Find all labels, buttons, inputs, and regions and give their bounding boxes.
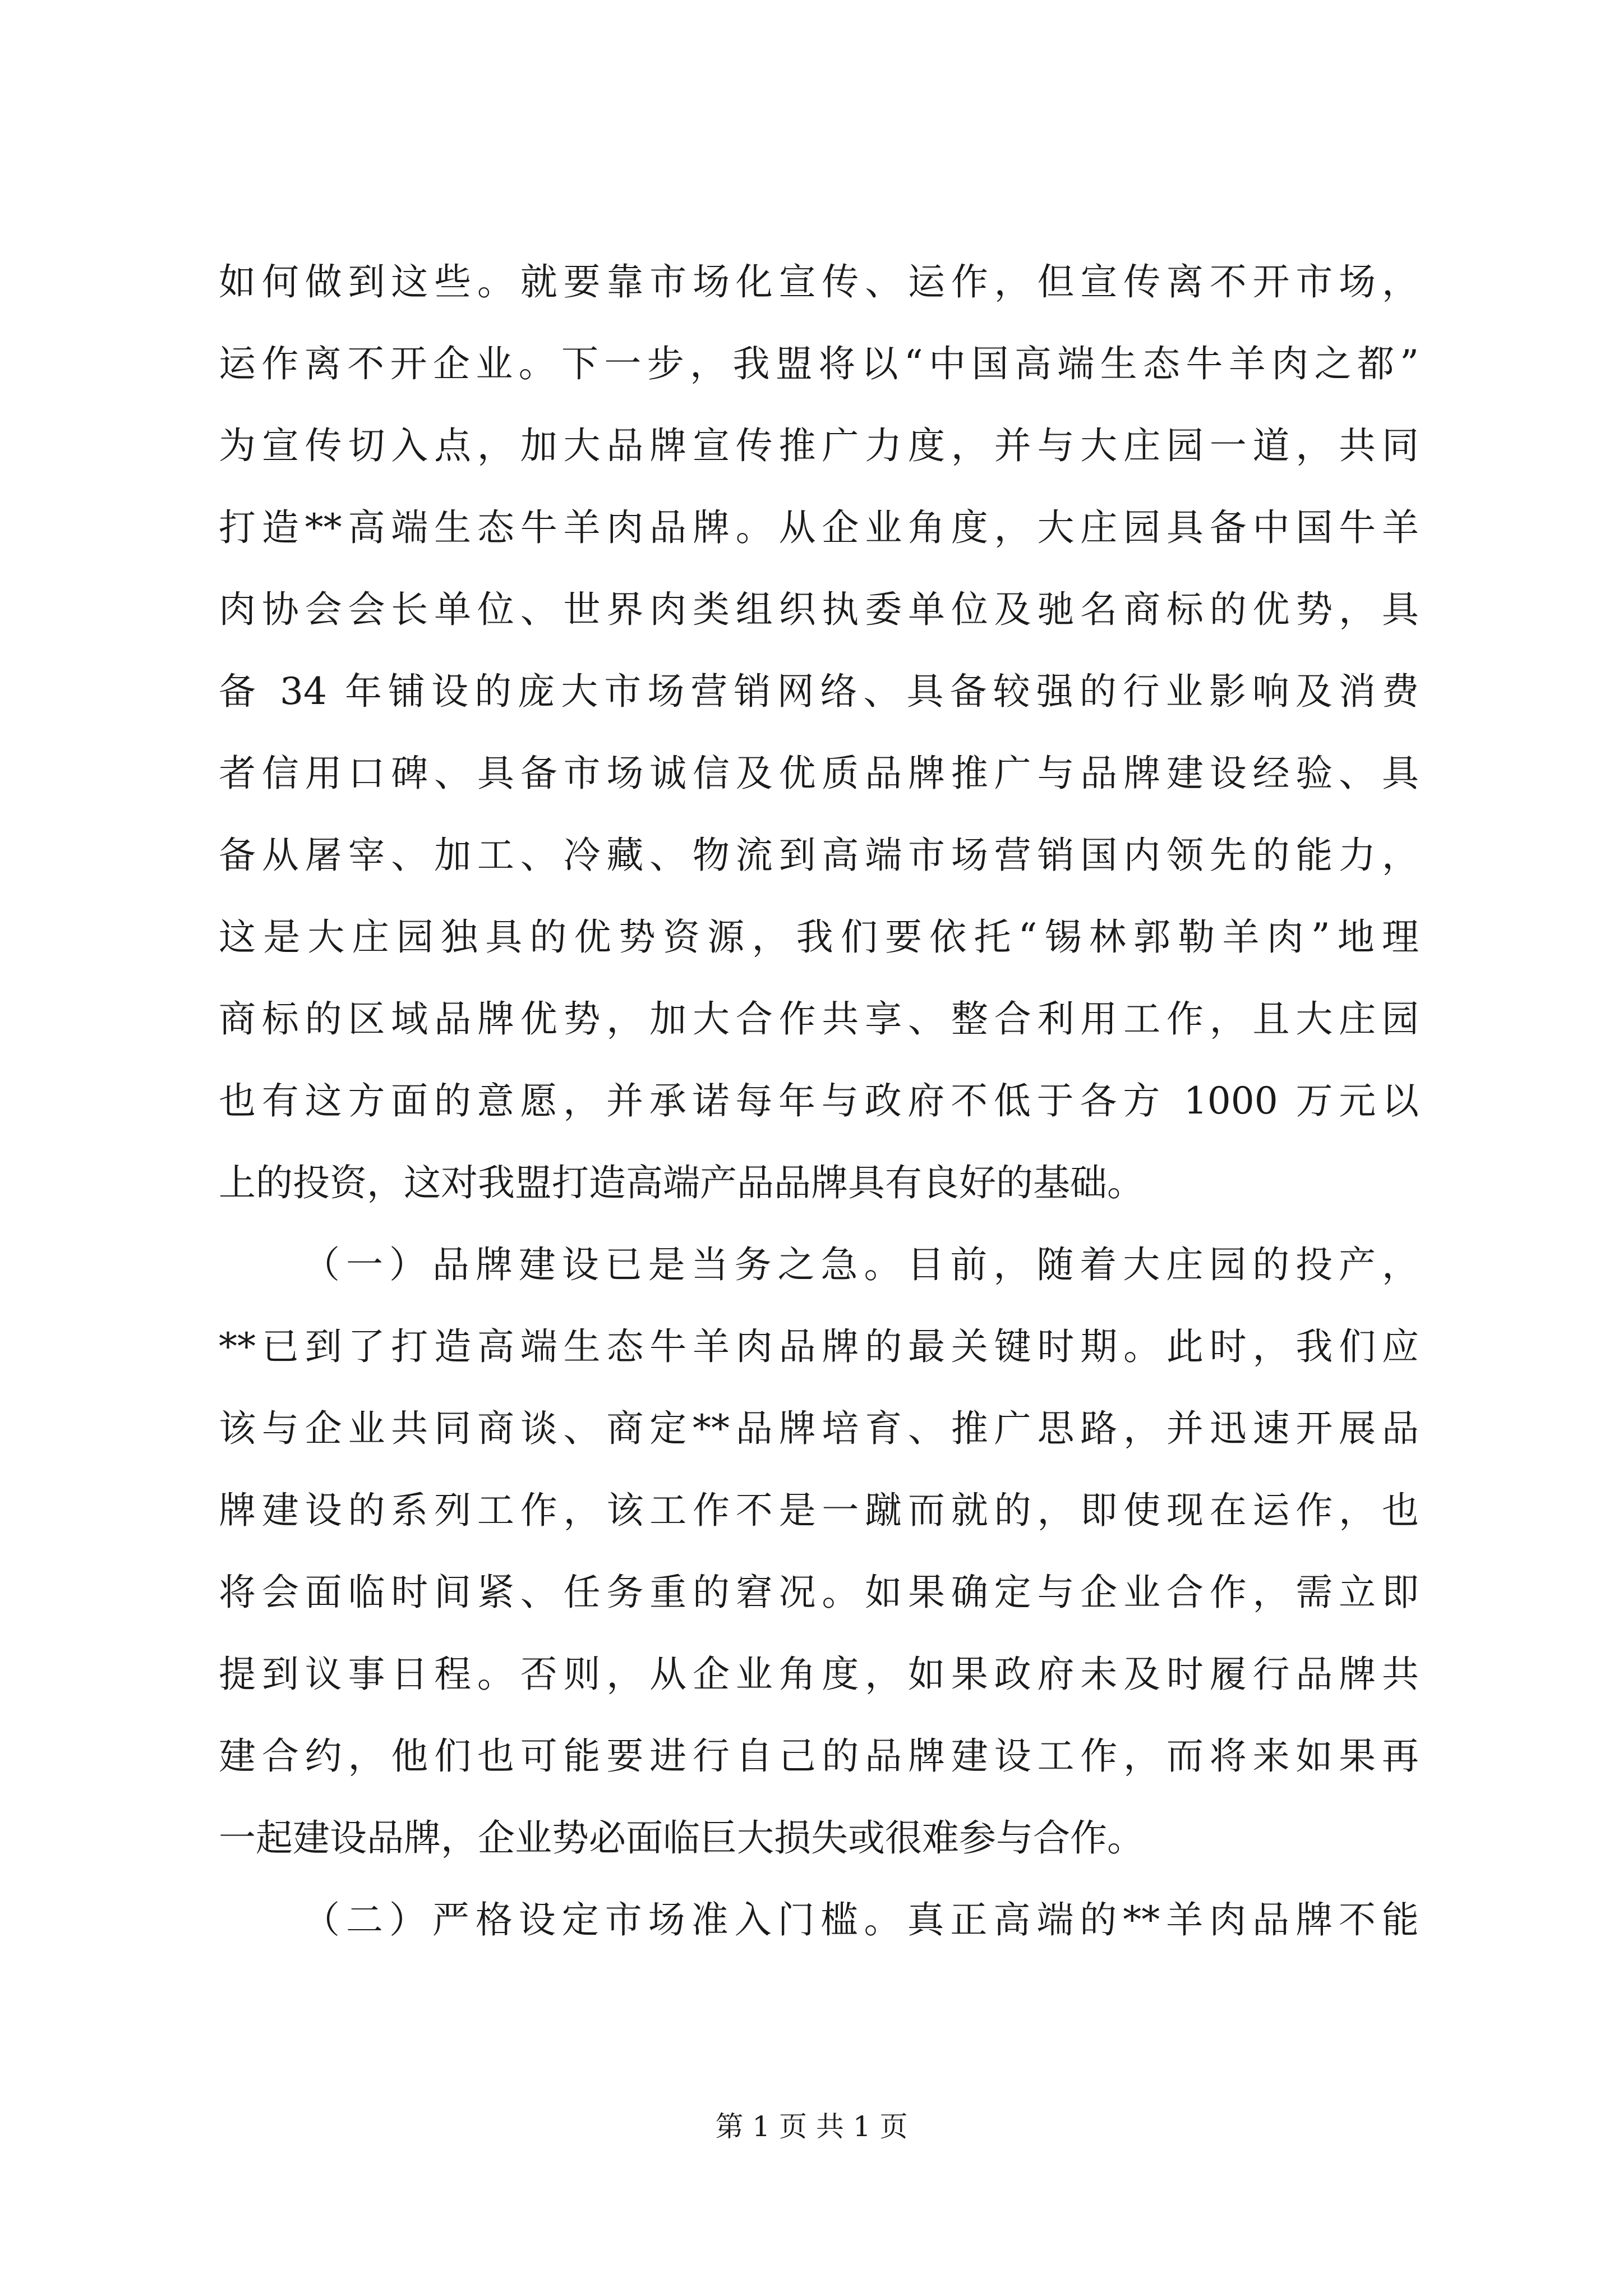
text-line: 也有这方面的意愿，并承诺每年与政府不低于各方 1000 万元以 bbox=[219, 1079, 1419, 1122]
text-line: **已到了打造高端生态牛羊肉品牌的最关键时期。此时，我们应 bbox=[219, 1325, 1419, 1368]
text-line: 一起建设品牌，企业势必面临巨大损失或很难参与合作。 bbox=[219, 1816, 1144, 1860]
text-line: 备从屠宰、加工、冷藏、物流到高端市场营销国内领先的能力， bbox=[219, 834, 1419, 877]
text-line: 备 34 年铺设的庞大市场营销网络、具备较强的行业影响及消费 bbox=[219, 670, 1419, 713]
page-footer: 第 1 页 共 1 页 bbox=[715, 2110, 908, 2143]
text-line: 将会面临时间紧、任务重的窘况。如果确定与企业合作，需立即 bbox=[219, 1571, 1419, 1614]
text-line: 提到议事日程。否则，从企业角度，如果政府未及时履行品牌共 bbox=[219, 1653, 1419, 1696]
text-line: 牌建设的系列工作，该工作不是一蹴而就的，即使现在运作，也 bbox=[219, 1489, 1419, 1532]
text-line: 肉协会会长单位、世界肉类组织执委单位及驰名商标的优势，具 bbox=[219, 588, 1419, 631]
text-line: 建合约，他们也可能要进行自己的品牌建设工作，而将来如果再 bbox=[219, 1734, 1419, 1778]
text-line: 商标的区域品牌优势，加大合作共享、整合利用工作，且大庄园 bbox=[219, 997, 1419, 1041]
text-line: 为宣传切入点，加大品牌宣传推广力度，并与大庄园一道，共同 bbox=[219, 424, 1419, 467]
text-line: 上的投资，这对我盟打造高端产品品牌具有良好的基础。 bbox=[219, 1161, 1144, 1204]
text-line: （一）品牌建设已是当务之急。目前，随着大庄园的投产， bbox=[303, 1243, 1419, 1286]
text-line: 运作离不开企业。下一步，我盟将以“中国高端生态牛羊肉之都” bbox=[219, 342, 1419, 385]
text-line: （二）严格设定市场准入门槛。真正高端的**羊肉品牌不能 bbox=[303, 1898, 1419, 1941]
text-line: 者信用口碑、具备市场诚信及优质品牌推广与品牌建设经验、具 bbox=[219, 752, 1419, 795]
text-line: 打造**高端生态牛羊肉品牌。从企业角度，大庄园具备中国牛羊 bbox=[219, 506, 1419, 549]
text-line: 该与企业共同商谈、商定**品牌培育、推广思路，并迅速开展品 bbox=[219, 1407, 1419, 1450]
text-line: 这是大庄园独具的优势资源，我们要依托“锡林郭勒羊肉”地理 bbox=[219, 915, 1419, 959]
document-body bbox=[219, 241, 1419, 1961]
text-line: 如何做到这些。就要靠市场化宣传、运作，但宣传离不开市场， bbox=[219, 260, 1419, 303]
